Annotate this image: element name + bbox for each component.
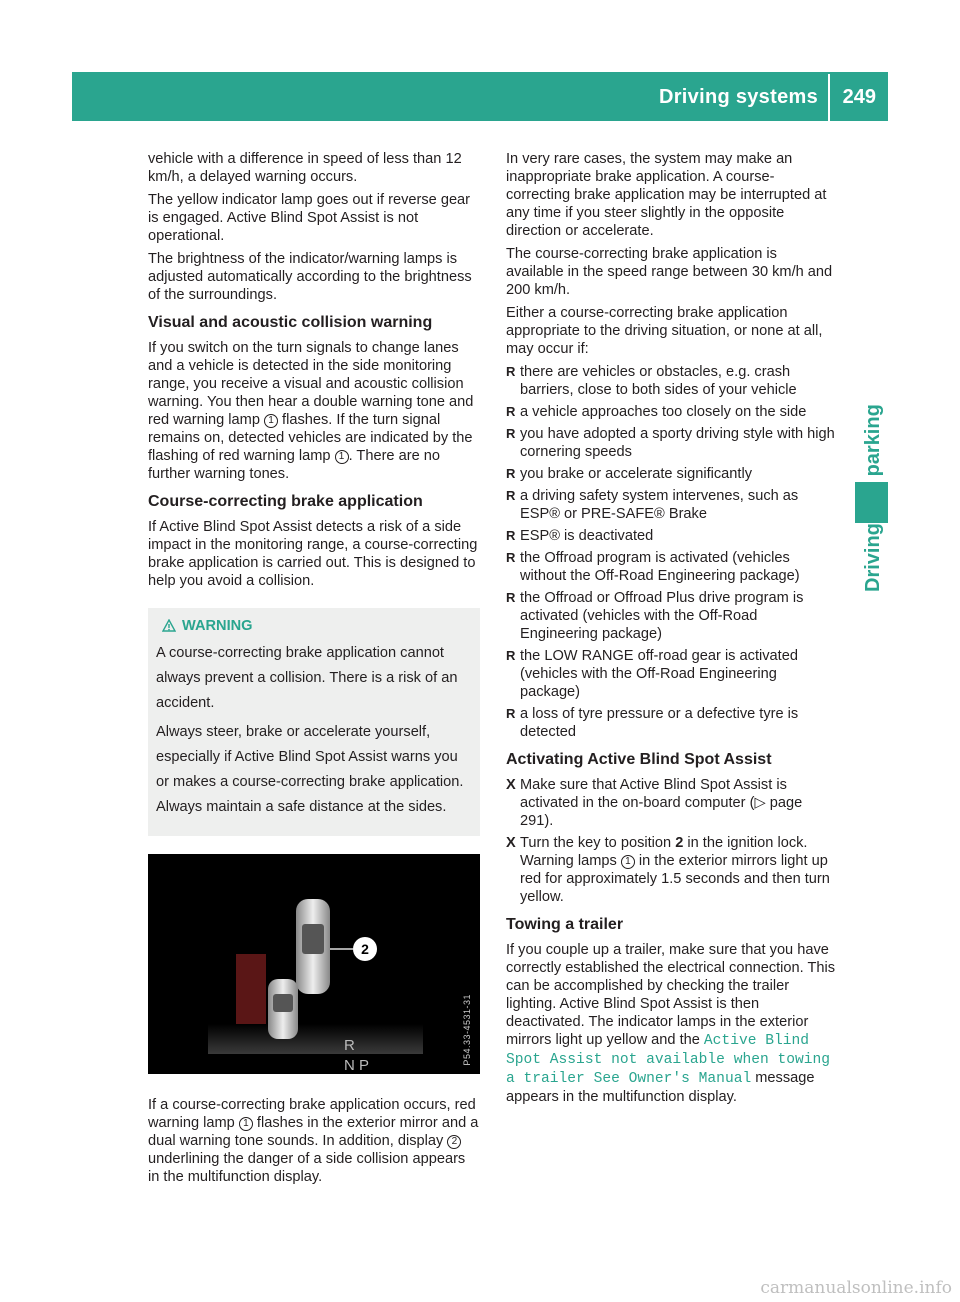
bullet-icon: R — [506, 466, 516, 481]
side-tab — [850, 420, 890, 480]
key-position: 2 — [675, 835, 684, 851]
text: . There are no further warning tones. — [148, 448, 440, 482]
callout-1: 1 — [335, 450, 349, 464]
gear-np-indicator: N P — [344, 1057, 370, 1074]
heading-activating: Activating Active Blind Spot Assist — [506, 751, 772, 768]
display-message: Active Blind Spot Assist not available when towing a trailer See Owner's Manual — [506, 1033, 831, 1087]
paragraph: Either a course-correcting brake application appropriate to the driving situation, or none at all, may occur if: — [506, 305, 823, 357]
text: If a course-correcting brake application occurs, red warning lamp — [148, 1097, 476, 1131]
step-text: Turn the key to position — [520, 835, 676, 851]
paragraph: If Active Blind Spot Assist detects a risk of a side impact in the monitoring range, a course-correcting brake application is carried out. This is designed to help you avoid a collision. — [148, 519, 478, 589]
page-number: 249 — [842, 86, 876, 108]
list-item-text: a driving safety system intervenes, such as ESP® or PRE-SAFE® Brake — [520, 488, 799, 522]
bullet-icon: R — [506, 488, 516, 503]
step-arrow-icon: X — [506, 777, 516, 793]
text: flashes in the exterior mirror and a dual warning tone sounds. In addition, display — [148, 1115, 479, 1149]
warning-heading — [156, 614, 472, 639]
footer-watermark: carmanualsonline.info — [760, 1278, 952, 1298]
figure-code: P54.33-4531-31 — [462, 994, 472, 1066]
own-vehicle-icon — [296, 899, 330, 994]
callout-2: 2 — [447, 1135, 461, 1149]
bullet-icon: R — [506, 528, 516, 543]
side-tab-marker — [855, 482, 888, 523]
bullet-icon: R — [506, 590, 516, 605]
text: If you switch on the turn signals to change lanes and a vehicle is detected in the side monitoring range, you receive a visual and acoustic collision warning. You then hear a double warning tone and red warning lamp — [148, 340, 474, 428]
list-item-text: ESP® is deactivated — [520, 528, 654, 544]
step-text: in the exterior mirrors light up red for approximately 1.5 seconds and then turn yellow. — [520, 853, 830, 905]
warning-title: WARNING — [182, 618, 253, 634]
paragraph: vehicle with a difference in speed of less than 12 km/h, a delayed warning occurs. — [148, 151, 462, 185]
blind-spot-figure — [148, 854, 480, 1074]
bullet-icon: R — [506, 648, 516, 663]
display-bar — [208, 1024, 423, 1054]
text: message appears in the multifunction display. — [506, 1070, 815, 1105]
callout-1: 1 — [239, 1117, 253, 1131]
warning-box — [148, 608, 480, 836]
condition-list — [506, 363, 838, 741]
paragraph: The brightness of the indicator/warning lamps is adjusted automatically according to the brightness of the surroundings. — [148, 251, 472, 303]
bullet-icon: R — [506, 404, 516, 419]
step-item — [506, 834, 838, 906]
list-item — [506, 647, 838, 701]
list-item-text: a loss of tyre pressure or a defective tyre is detected — [520, 706, 799, 740]
step-item — [506, 776, 838, 830]
step-text: in the ignition lock. Warning lamps — [520, 835, 808, 869]
paragraph: In very rare cases, the system may make an inappropriate brake application. A course-correcting brake application may be interrupted at any time if you steer slightly in the opposite direction or accelerate. — [506, 151, 827, 239]
header-divider — [828, 74, 830, 121]
list-item-text: you have adopted a sporty driving style with high cornering speeds — [520, 426, 835, 460]
warning-text: Always steer, brake or accelerate yourself, especially if Active Blind Spot Assist warns you or makes a course-correcting brake application. Always maintain a safe distance at the sides. — [156, 724, 464, 815]
text: flashes. If the turn signal remains on, detected vehicles are indicated by the flashing of red warning lamp — [148, 412, 473, 464]
callout-2-label: 2 — [361, 941, 369, 957]
warning-text: A course-correcting brake application cannot always prevent a collision. There is a risk of an accident. — [156, 645, 458, 711]
list-item — [506, 527, 838, 545]
list-item — [506, 487, 838, 523]
list-item — [506, 363, 838, 399]
danger-zone — [236, 954, 266, 1024]
text: If you couple up a trailer, make sure that you have correctly established the electrical connection. This can be accomplished by checking the trailer lighting. Active Blind Spot Assist is then deactivated. The indicator lamps in the exterior mirrors light up yellow and the — [506, 942, 836, 1048]
paragraph: The course-correcting brake application is available in the speed range between 30 km/h and 200 km/h. — [506, 246, 833, 298]
left-column — [148, 150, 480, 1191]
list-item — [506, 425, 838, 461]
figure-caption — [148, 1096, 480, 1186]
list-item-text: the Offroad program is activated (vehicles without the Off-Road Engineering package) — [520, 550, 800, 584]
warning-triangle-icon — [162, 619, 176, 632]
list-item — [506, 589, 838, 643]
paragraph: The yellow indicator lamp goes out if reverse gear is engaged. Active Blind Spot Assist is not operational. — [148, 192, 471, 244]
callout-1: 1 — [621, 855, 635, 869]
list-item — [506, 403, 838, 421]
list-item-text: you brake or accelerate significantly — [520, 466, 752, 482]
bullet-icon: R — [506, 364, 516, 379]
list-item — [506, 465, 838, 483]
figure-illustration — [148, 854, 480, 1074]
bullet-icon: R — [506, 550, 516, 565]
right-column — [506, 150, 838, 1111]
section-title: Driving systems — [658, 86, 818, 108]
gear-r-indicator: R — [344, 1037, 355, 1054]
heading-towing: Towing a trailer — [506, 916, 624, 933]
header-band — [72, 72, 888, 121]
bullet-icon: R — [506, 426, 516, 441]
list-item — [506, 549, 838, 585]
list-item-text: the LOW RANGE off-road gear is activated (vehicles with the Off-Road Engineering package) — [520, 648, 798, 700]
detected-vehicle-icon — [268, 979, 298, 1039]
list-item-text: the Offroad or Offroad Plus drive program is activated (vehicles with the Off-Road Engineering package) — [520, 590, 804, 642]
list-item — [506, 705, 838, 741]
text: underlining the danger of a side collision appears in the multifunction display. — [148, 1151, 466, 1185]
list-item-text: there are vehicles or obstacles, e.g. crash barriers, close to both sides of your vehicle — [520, 364, 797, 398]
heading-course-correcting: Course-correcting brake application — [148, 493, 423, 510]
step-arrow-icon: X — [506, 835, 516, 851]
callout-1: 1 — [264, 414, 278, 428]
heading-visual-warning: Visual and acoustic collision warning — [148, 314, 433, 331]
list-item-text: a vehicle approaches too closely on the side — [520, 404, 807, 420]
step-text: Make sure that Active Blind Spot Assist is activated in the on-board computer (▷ page 291). — [520, 777, 803, 829]
paragraph-towing — [506, 941, 838, 1106]
paragraph-visual-warning — [148, 339, 480, 483]
bullet-icon: R — [506, 706, 516, 721]
